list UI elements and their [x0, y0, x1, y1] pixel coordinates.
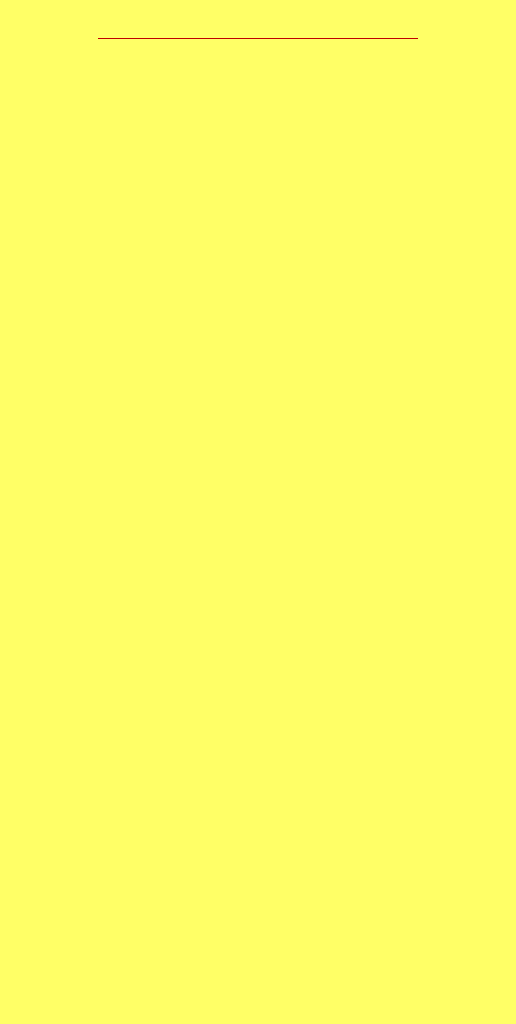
- title-underline: [98, 38, 418, 39]
- paragraph-3: [14, 258, 502, 296]
- section-heading: [14, 59, 502, 79]
- paragraph-1: [14, 85, 502, 123]
- paragraph-4: [14, 316, 502, 806]
- article-title: [14, 14, 502, 36]
- paragraph-2: [14, 143, 502, 238]
